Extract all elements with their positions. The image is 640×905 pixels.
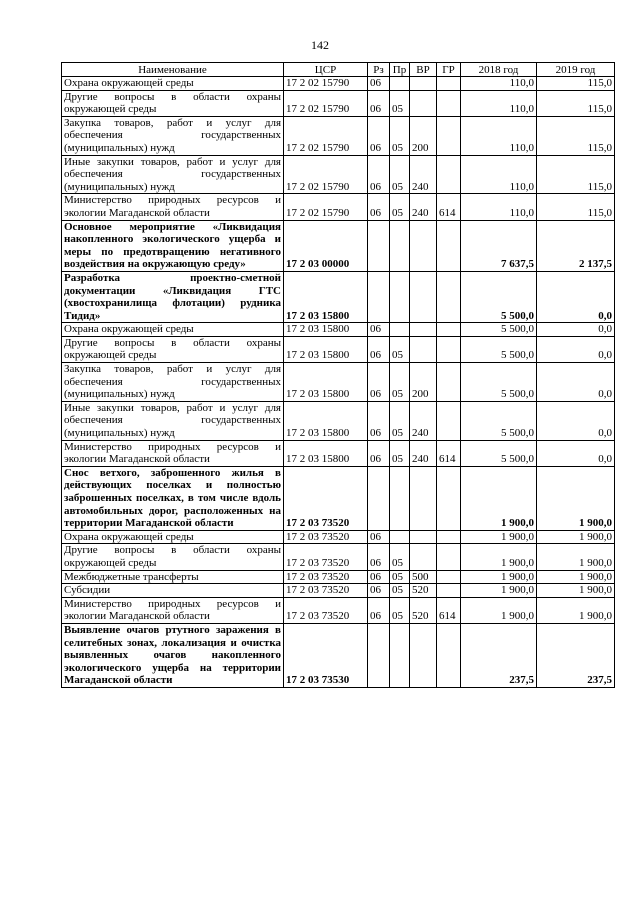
cell-pr [390, 220, 410, 271]
cell-rz: 06 [368, 584, 390, 598]
cell-y2019: 1 900,0 [537, 584, 615, 598]
table-row [62, 363, 615, 402]
table-body [62, 77, 615, 688]
cell-y2018: 1 900,0 [461, 597, 537, 623]
cell-y2018: 5 500,0 [461, 271, 537, 322]
page-number: 142 [311, 38, 329, 52]
cell-gr [437, 530, 461, 544]
cell-name: Основное мероприятие «Ликвидация накопленного экологического ущерба и меры по предотвращению негативного воздействия на окружающую среду» [62, 220, 284, 271]
cell-name: Субсидии [62, 584, 284, 598]
cell-pr [390, 323, 410, 337]
table-row [62, 336, 615, 362]
cell-y2018: 5 500,0 [461, 401, 537, 440]
cell-csr: 17 2 03 00000 [284, 220, 368, 271]
table-row [62, 323, 615, 337]
cell-y2019: 1 900,0 [537, 466, 615, 530]
cell-y2018: 5 500,0 [461, 363, 537, 402]
cell-gr [437, 623, 461, 687]
cell-name: Другие вопросы в области охраны окружающей среды [62, 336, 284, 362]
cell-gr [437, 544, 461, 570]
cell-y2019: 0,0 [537, 401, 615, 440]
table-row [62, 440, 615, 466]
cell-csr: 17 2 03 73520 [284, 597, 368, 623]
cell-y2018: 1 900,0 [461, 584, 537, 598]
cell-vr [410, 623, 437, 687]
header-2019: 2019 год [537, 63, 615, 77]
table-header-row [62, 63, 615, 77]
cell-y2019: 2 137,5 [537, 220, 615, 271]
cell-y2018: 5 500,0 [461, 323, 537, 337]
cell-vr [410, 90, 437, 116]
cell-gr [437, 336, 461, 362]
table-row [62, 623, 615, 687]
cell-y2018: 110,0 [461, 194, 537, 220]
cell-rz [368, 466, 390, 530]
cell-gr [437, 401, 461, 440]
cell-name: Охрана окружающей среды [62, 323, 284, 337]
cell-vr [410, 336, 437, 362]
cell-gr [437, 570, 461, 584]
cell-gr [437, 116, 461, 155]
table-row [62, 77, 615, 91]
cell-pr: 05 [390, 194, 410, 220]
cell-name: Выявление очагов ртутного заражения в селитебных зонах, локализация и очистка выявленных очагов накопленного экологического ущерба на территории Магаданской области [62, 623, 284, 687]
cell-pr: 05 [390, 544, 410, 570]
cell-vr: 500 [410, 570, 437, 584]
cell-pr: 05 [390, 597, 410, 623]
cell-y2019: 115,0 [537, 77, 615, 91]
cell-y2019: 237,5 [537, 623, 615, 687]
cell-y2019: 0,0 [537, 363, 615, 402]
cell-vr [410, 220, 437, 271]
cell-vr: 520 [410, 597, 437, 623]
header-gr: ГР [437, 63, 461, 77]
cell-rz: 06 [368, 570, 390, 584]
table-row [62, 90, 615, 116]
budget-table [61, 62, 615, 688]
cell-name: Закупка товаров, работ и услуг для обеспечения государственных (муниципальных) нужд [62, 363, 284, 402]
cell-y2018: 5 500,0 [461, 336, 537, 362]
cell-gr [437, 363, 461, 402]
table-row [62, 194, 615, 220]
cell-y2019: 1 900,0 [537, 530, 615, 544]
cell-gr [437, 90, 461, 116]
cell-vr [410, 530, 437, 544]
cell-gr: 614 [437, 440, 461, 466]
cell-csr: 17 2 02 15790 [284, 116, 368, 155]
cell-vr [410, 271, 437, 322]
cell-y2019: 0,0 [537, 440, 615, 466]
cell-pr: 05 [390, 440, 410, 466]
cell-csr: 17 2 03 73520 [284, 584, 368, 598]
cell-csr: 17 2 03 15800 [284, 401, 368, 440]
header-name: Наименование [62, 63, 284, 77]
cell-csr: 17 2 03 73520 [284, 466, 368, 530]
header-csr: ЦСР [284, 63, 368, 77]
cell-vr [410, 77, 437, 91]
cell-vr: 200 [410, 363, 437, 402]
cell-pr: 05 [390, 570, 410, 584]
cell-rz: 06 [368, 336, 390, 362]
cell-rz: 06 [368, 401, 390, 440]
cell-y2019: 1 900,0 [537, 597, 615, 623]
cell-rz [368, 623, 390, 687]
cell-pr: 05 [390, 584, 410, 598]
header-rz: Рз [368, 63, 390, 77]
cell-csr: 17 2 03 15800 [284, 323, 368, 337]
table-row [62, 466, 615, 530]
cell-gr [437, 271, 461, 322]
cell-rz [368, 271, 390, 322]
cell-y2018: 7 637,5 [461, 220, 537, 271]
cell-name: Межбюджетные трансферты [62, 570, 284, 584]
cell-name: Министерство природных ресурсов и экологии Магаданской области [62, 597, 284, 623]
cell-gr [437, 220, 461, 271]
cell-pr [390, 271, 410, 322]
cell-rz: 06 [368, 597, 390, 623]
cell-pr: 05 [390, 155, 410, 194]
cell-csr: 17 2 02 15790 [284, 90, 368, 116]
cell-pr [390, 530, 410, 544]
cell-y2018: 110,0 [461, 90, 537, 116]
cell-gr [437, 466, 461, 530]
cell-vr: 240 [410, 401, 437, 440]
cell-y2019: 1 900,0 [537, 544, 615, 570]
cell-pr: 05 [390, 401, 410, 440]
cell-y2019: 0,0 [537, 271, 615, 322]
cell-csr: 17 2 03 73520 [284, 544, 368, 570]
cell-csr: 17 2 03 73530 [284, 623, 368, 687]
cell-y2019: 0,0 [537, 336, 615, 362]
cell-y2019: 115,0 [537, 116, 615, 155]
cell-name: Министерство природных ресурсов и экологии Магаданской области [62, 194, 284, 220]
cell-gr: 614 [437, 194, 461, 220]
cell-vr: 240 [410, 440, 437, 466]
cell-rz: 06 [368, 194, 390, 220]
cell-csr: 17 2 02 15790 [284, 77, 368, 91]
cell-vr [410, 323, 437, 337]
header-pr: Пр [390, 63, 410, 77]
table-row [62, 544, 615, 570]
cell-vr: 200 [410, 116, 437, 155]
cell-y2018: 110,0 [461, 77, 537, 91]
cell-y2018: 5 500,0 [461, 440, 537, 466]
cell-pr [390, 623, 410, 687]
cell-csr: 17 2 03 15800 [284, 271, 368, 322]
cell-y2018: 1 900,0 [461, 530, 537, 544]
cell-vr: 240 [410, 194, 437, 220]
cell-pr [390, 466, 410, 530]
cell-pr: 05 [390, 336, 410, 362]
cell-y2018: 237,5 [461, 623, 537, 687]
cell-rz: 06 [368, 363, 390, 402]
cell-rz: 06 [368, 440, 390, 466]
cell-vr: 240 [410, 155, 437, 194]
table-row [62, 570, 615, 584]
cell-name: Закупка товаров, работ и услуг для обеспечения государственных (муниципальных) нужд [62, 116, 284, 155]
cell-rz: 06 [368, 544, 390, 570]
cell-csr: 17 2 03 15800 [284, 336, 368, 362]
cell-name: Другие вопросы в области охраны окружающей среды [62, 90, 284, 116]
cell-name: Иные закупки товаров, работ и услуг для обеспечения государственных (муниципальных) нужд [62, 401, 284, 440]
cell-y2018: 1 900,0 [461, 570, 537, 584]
cell-rz: 06 [368, 116, 390, 155]
cell-pr [390, 77, 410, 91]
cell-gr: 614 [437, 597, 461, 623]
cell-rz: 06 [368, 155, 390, 194]
cell-name: Министерство природных ресурсов и экологии Магаданской области [62, 440, 284, 466]
cell-gr [437, 323, 461, 337]
cell-pr: 05 [390, 90, 410, 116]
cell-csr: 17 2 03 15800 [284, 363, 368, 402]
table-row [62, 530, 615, 544]
table-row [62, 271, 615, 322]
table-row [62, 220, 615, 271]
cell-y2018: 110,0 [461, 116, 537, 155]
cell-csr: 17 2 03 15800 [284, 440, 368, 466]
cell-gr [437, 584, 461, 598]
cell-csr: 17 2 02 15790 [284, 194, 368, 220]
table-row [62, 116, 615, 155]
header-2018: 2018 год [461, 63, 537, 77]
cell-rz: 06 [368, 530, 390, 544]
cell-rz: 06 [368, 77, 390, 91]
cell-y2019: 1 900,0 [537, 570, 615, 584]
cell-vr: 520 [410, 584, 437, 598]
cell-y2019: 115,0 [537, 194, 615, 220]
cell-pr: 05 [390, 363, 410, 402]
cell-vr [410, 466, 437, 530]
cell-name: Охрана окружающей среды [62, 77, 284, 91]
cell-rz [368, 220, 390, 271]
cell-y2019: 0,0 [537, 323, 615, 337]
cell-name: Разработка проектно-сметной документации «Ликвидация ГТС (хвостохранилища флотации) рудника Тидид» [62, 271, 284, 322]
cell-y2019: 115,0 [537, 90, 615, 116]
table-row [62, 155, 615, 194]
cell-y2019: 115,0 [537, 155, 615, 194]
cell-vr [410, 544, 437, 570]
table-row [62, 597, 615, 623]
cell-name: Другие вопросы в области охраны окружающей среды [62, 544, 284, 570]
cell-y2018: 1 900,0 [461, 544, 537, 570]
cell-gr [437, 155, 461, 194]
cell-rz: 06 [368, 90, 390, 116]
cell-name: Охрана окружающей среды [62, 530, 284, 544]
table-row [62, 584, 615, 598]
header-vr: ВР [410, 63, 437, 77]
cell-csr: 17 2 03 73520 [284, 530, 368, 544]
cell-y2018: 1 900,0 [461, 466, 537, 530]
cell-csr: 17 2 02 15790 [284, 155, 368, 194]
cell-pr: 05 [390, 116, 410, 155]
cell-name: Иные закупки товаров, работ и услуг для обеспечения государственных (муниципальных) нужд [62, 155, 284, 194]
cell-rz: 06 [368, 323, 390, 337]
cell-name: Снос ветхого, заброшенного жилья в действующих поселках и полностью заброшенных поселках, в том числе вдоль автомобильных дорог, расположенных на территории Магаданской области [62, 466, 284, 530]
table-row [62, 401, 615, 440]
cell-y2018: 110,0 [461, 155, 537, 194]
cell-csr: 17 2 03 73520 [284, 570, 368, 584]
cell-gr [437, 77, 461, 91]
